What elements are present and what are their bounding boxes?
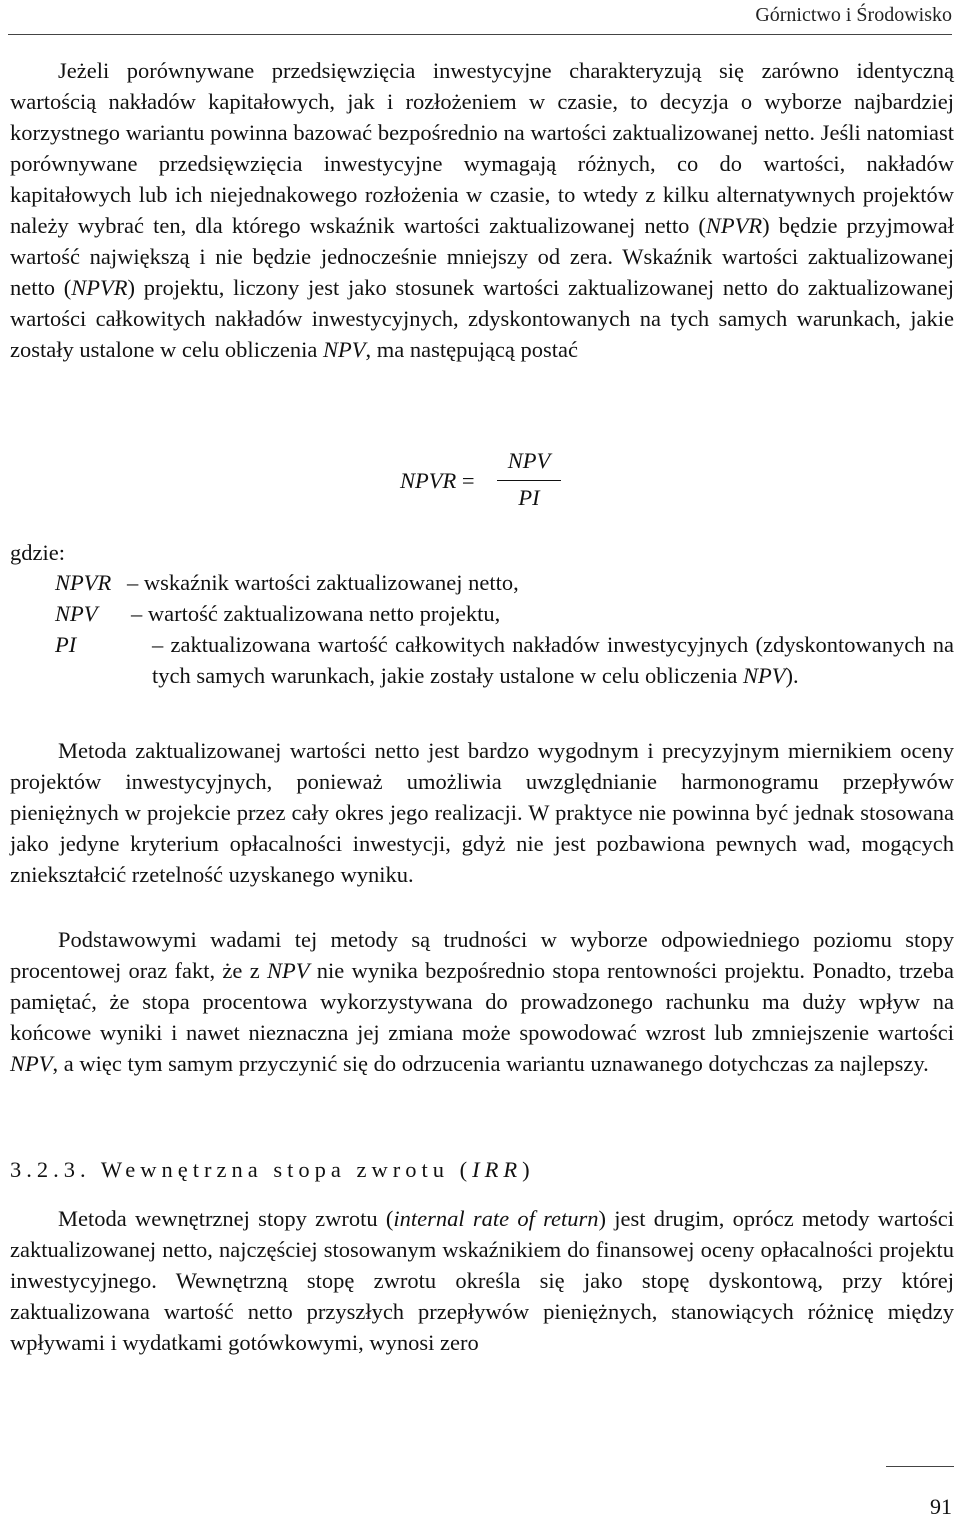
legend-row-npvr bbox=[55, 567, 954, 598]
paragraph-4 bbox=[10, 1203, 954, 1358]
paragraph-1-text-2: ) będzie przyjmował wartość największą i nie będzie jednocześnie mniejszy od zera. Wskaźnik wartości zaktualizowanej netto ( bbox=[10, 213, 955, 300]
equation-lhs bbox=[400, 468, 475, 494]
symbol-npv: NPV bbox=[267, 958, 310, 983]
legend-row-npv bbox=[55, 598, 954, 629]
paragraph-1 bbox=[10, 55, 954, 365]
legend-description bbox=[152, 629, 954, 691]
symbol-legend bbox=[55, 567, 954, 691]
paragraph-1-text-3: ) projektu, liczony jest jako stosunek wartości zaktualizowanej netto do zaktualizowanej wartości całkowitych nakładów inwestycyjnych, zdyskontowanych na tych samych warunkach, jakie zostały ustalone w celu obliczenia bbox=[10, 275, 955, 362]
section-title: Wewnętrzna stopa zwrotu bbox=[100, 1157, 449, 1182]
paragraph-2: Metoda zaktualizowanej wartości netto jest bardzo wygodnym i precyzyjnym miernikiem oceny projektów inwestycyjnych, ponieważ umożliwia uwzględnianie harmonogramu przepływów pieniężnych w projekcie przez cały okres jego realizacji. W praktyce nie powinna być jednak stosowana jako jedyne kryterium opłacalności inwestycji, gdyż nie jest pozbawiona pewnych wad, mogących zniekształcić rzetelność uzyskanego wyniku. bbox=[10, 738, 954, 887]
legend-description-text: – zaktualizowana wartość całkowitych nakładów inwestycyjnych (zdyskontowanych na tych samych warunkach, jakie zostały ustalone w celu obliczenia bbox=[152, 632, 954, 688]
symbol-npv: NPV bbox=[323, 337, 366, 362]
section-paren-open: ( bbox=[459, 1157, 473, 1182]
section-paren-close: ) bbox=[522, 1157, 535, 1182]
legend-description-end: ). bbox=[785, 663, 799, 688]
equals-sign: = bbox=[461, 468, 475, 493]
paragraph-3-text-3: , a więc tym samym przyczynić się do odrzucenia wariantu uznawanego dotychczas za najlepszy. bbox=[52, 1051, 929, 1076]
symbol-npv: NPV bbox=[10, 1051, 53, 1076]
symbol-npvr: NPVR bbox=[705, 213, 763, 238]
paragraph-3 bbox=[10, 924, 954, 1079]
paragraph-1-text-1: Jeżeli porównywane przedsięwzięcia inwestycyjne charakteryzują się zarówno identyczną wartością nakładów kapitałowych, jak i rozłożeniem w czasie, to decyzja o wyborze najbardziej korzystnego wariantu powinna bazować bezpośrednio na wartości zaktualizowanej netto. Jeśli natomiast porównywane przedsięwzięcia inwestycyjne wymagają różnych, co do wartości, nakładów kapitałowych lub ich niejednakowego rozłożenia w czasie, to wtedy z kilku alternatywnych projektów należy wybrać ten, dla którego wskaźnik wartości zaktualizowanej netto ( bbox=[10, 58, 954, 238]
running-head: Górnictwo i Środowisko bbox=[755, 4, 952, 26]
paragraph-1-text-4: , ma następującą postać bbox=[365, 337, 578, 362]
section-heading bbox=[10, 1157, 535, 1183]
legend-symbol: NPVR bbox=[55, 570, 112, 595]
page-number: 91 bbox=[930, 1494, 952, 1519]
paragraph-4-text-2: ) jest drugim, oprócz metody wartości zaktualizowanej netto, najczęściej stosowanym wskaźnikiem do finansowej oceny opłacalności projektu inwestycyjnego. Wewnętrzną stopę zwrotu określa się jako stopę dyskontową, przy której zaktualizowana wartość netto przyszłych przepływów pieniężnych, stanowiących różnicę między wpływami i wydatkami gotówkowymi, wynosi zero bbox=[10, 1206, 954, 1355]
legend-description: – wskaźnik wartości zaktualizowanej netto, bbox=[127, 570, 519, 595]
equation-numerator: NPV bbox=[507, 448, 551, 473]
where-label: gdzie: bbox=[10, 540, 65, 565]
legend-row-pi bbox=[55, 629, 954, 691]
equation-fraction bbox=[497, 448, 561, 511]
symbol-npv: NPV bbox=[743, 663, 786, 688]
paragraph-4-text-1: Metoda wewnętrznej stopy zwrotu ( bbox=[58, 1206, 394, 1231]
legend-symbol: PI bbox=[55, 632, 77, 657]
legend-symbol: NPV bbox=[55, 601, 98, 626]
symbol-npvr: NPVR bbox=[71, 275, 128, 300]
equation-denominator: PI bbox=[518, 485, 540, 510]
equation-lhs-symbol: NPVR bbox=[400, 468, 457, 493]
legend-description: – wartość zaktualizowana netto projektu, bbox=[131, 601, 501, 626]
term-internal-rate-of-return: internal rate of return bbox=[393, 1206, 599, 1231]
paragraph-3-text-1: Podstawowymi wadami tej metody są trudności w wyborze odpowiedniego poziomu stopy procentowej oraz fakt, że z bbox=[10, 927, 954, 983]
section-abbreviation: IRR bbox=[472, 1157, 523, 1182]
fraction-bar bbox=[497, 480, 561, 481]
footer-rule bbox=[886, 1466, 954, 1467]
header-rule bbox=[8, 34, 952, 35]
paragraph-3-text-2: nie wynika bezpośrednio stopa rentowności projektu. Ponadto, trzeba pamiętać, że stopa procentowa wykorzystywana do prowadzonego rachunku ma duży wpływ na końcowe wyniki i nawet nieznaczna jej zmiana może spowodować wzrost lub zmniejszenie wartości bbox=[10, 958, 954, 1045]
section-number: 3.2.3. bbox=[10, 1157, 91, 1182]
